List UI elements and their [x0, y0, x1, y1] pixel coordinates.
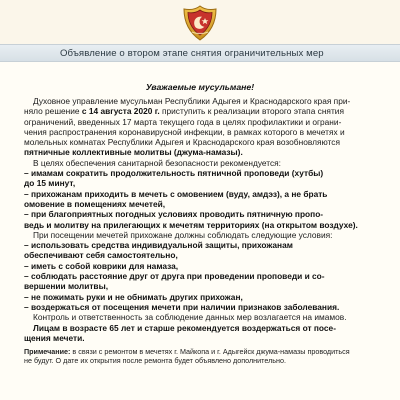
paragraph-decision-post: приступить к реализации второго этапа снятия: [159, 106, 344, 117]
title-bar-text: Объявление о втором этапе снятия ограничительных мер: [60, 47, 324, 59]
greeting: Уважаемые мусульмане!: [145, 82, 255, 92]
condition-4: – не пожимать руки и не обнимать других прихожан,: [24, 291, 243, 302]
recommendation-1-line-1: – имамам сократить продолжительность пятничной проповеди (хутбы): [24, 168, 324, 179]
paragraph-decision-pre: няло решение: [24, 106, 82, 117]
condition-1-line-2: обеспечивают себя самостоятельно,: [24, 250, 178, 261]
paragraph-age-line-1: Лицам в возрасте 65 лет и старше рекомендуется воздержаться от посе-: [33, 322, 336, 333]
recommendation-3-line-2: ведь и молитву на прилегающих к мечетям территориях (на открытом воздухе).: [24, 219, 358, 230]
condition-1-line-1: – использовать средства индивидуальной защиты, прихожанам: [24, 240, 293, 251]
content: [0, 68, 400, 372]
note-line-2: не будут. О дате их открытия после ремонта будет объявлено дополнительно.: [24, 356, 286, 366]
top-band: [0, 0, 400, 44]
condition-3-line-1: – соблюдать расстояние друг от друга при проведении проповеди и со-: [24, 271, 325, 282]
condition-3-line-2: вершении молитвы,: [24, 281, 109, 292]
paragraph-age-line-2: щения мечети.: [24, 332, 85, 343]
paragraph-conditions-intro: При посещении мечетей прихожане должны соблюдать следующие условия:: [33, 229, 333, 240]
paragraph-decision-line-6: пятничные коллективные молитвы (джума-намазы).: [24, 147, 243, 158]
condition-5: – воздержаться от посещения мечети при наличии признаков заболевания.: [24, 301, 340, 312]
recommendation-2-line-2: омовение в помещениях мечетей,: [24, 198, 166, 209]
title-bar: [0, 44, 400, 62]
recommendation-3-line-1: – при благоприятных погодных условиях проводить пятничную пропо-: [24, 209, 324, 220]
paragraph-decision-line-1: Духовное управление мусульман Республики Адыгея и Краснодарского края при-: [33, 96, 351, 106]
paragraph-decision-date: с 14 августа 2020 г.: [81, 106, 160, 117]
recommendation-1-line-2: до 15 минут,: [24, 178, 76, 189]
paragraph-decision-line-2: [24, 106, 376, 116]
paragraph-recommendations-intro: В целях обеспечения санитарной безопасности рекомендуется:: [33, 157, 281, 168]
note: [24, 347, 376, 365]
paragraph-decision-line-4: чения распространения коронавирусной инфекции, в рамках которого в мечетях и: [24, 126, 345, 137]
note-label: Примечание:: [24, 347, 71, 357]
emblem-icon: [180, 4, 220, 42]
paragraph-control: Контроль и ответственность за соблюдение данных мер возлагается на имамов.: [33, 312, 347, 323]
note-line-1: в связи с ремонтом в мечетях г. Майкопа и г. Адыгейск джума-намазы проводиться: [70, 347, 350, 357]
paragraph-decision-line-5: молельных комнатах Республики Адыгея и Краснодарского края возобновляются: [24, 137, 340, 148]
condition-2: – иметь с собой коврики для намаза,: [24, 260, 179, 271]
paragraph-decision-line-3: ограничений, введенных 17 марта текущего года в целях профилактики и ограни-: [24, 116, 342, 127]
recommendation-2-line-1: – прихожанам приходить в мечеть с омовением (вуду, амдэз), а не брать: [24, 188, 328, 199]
